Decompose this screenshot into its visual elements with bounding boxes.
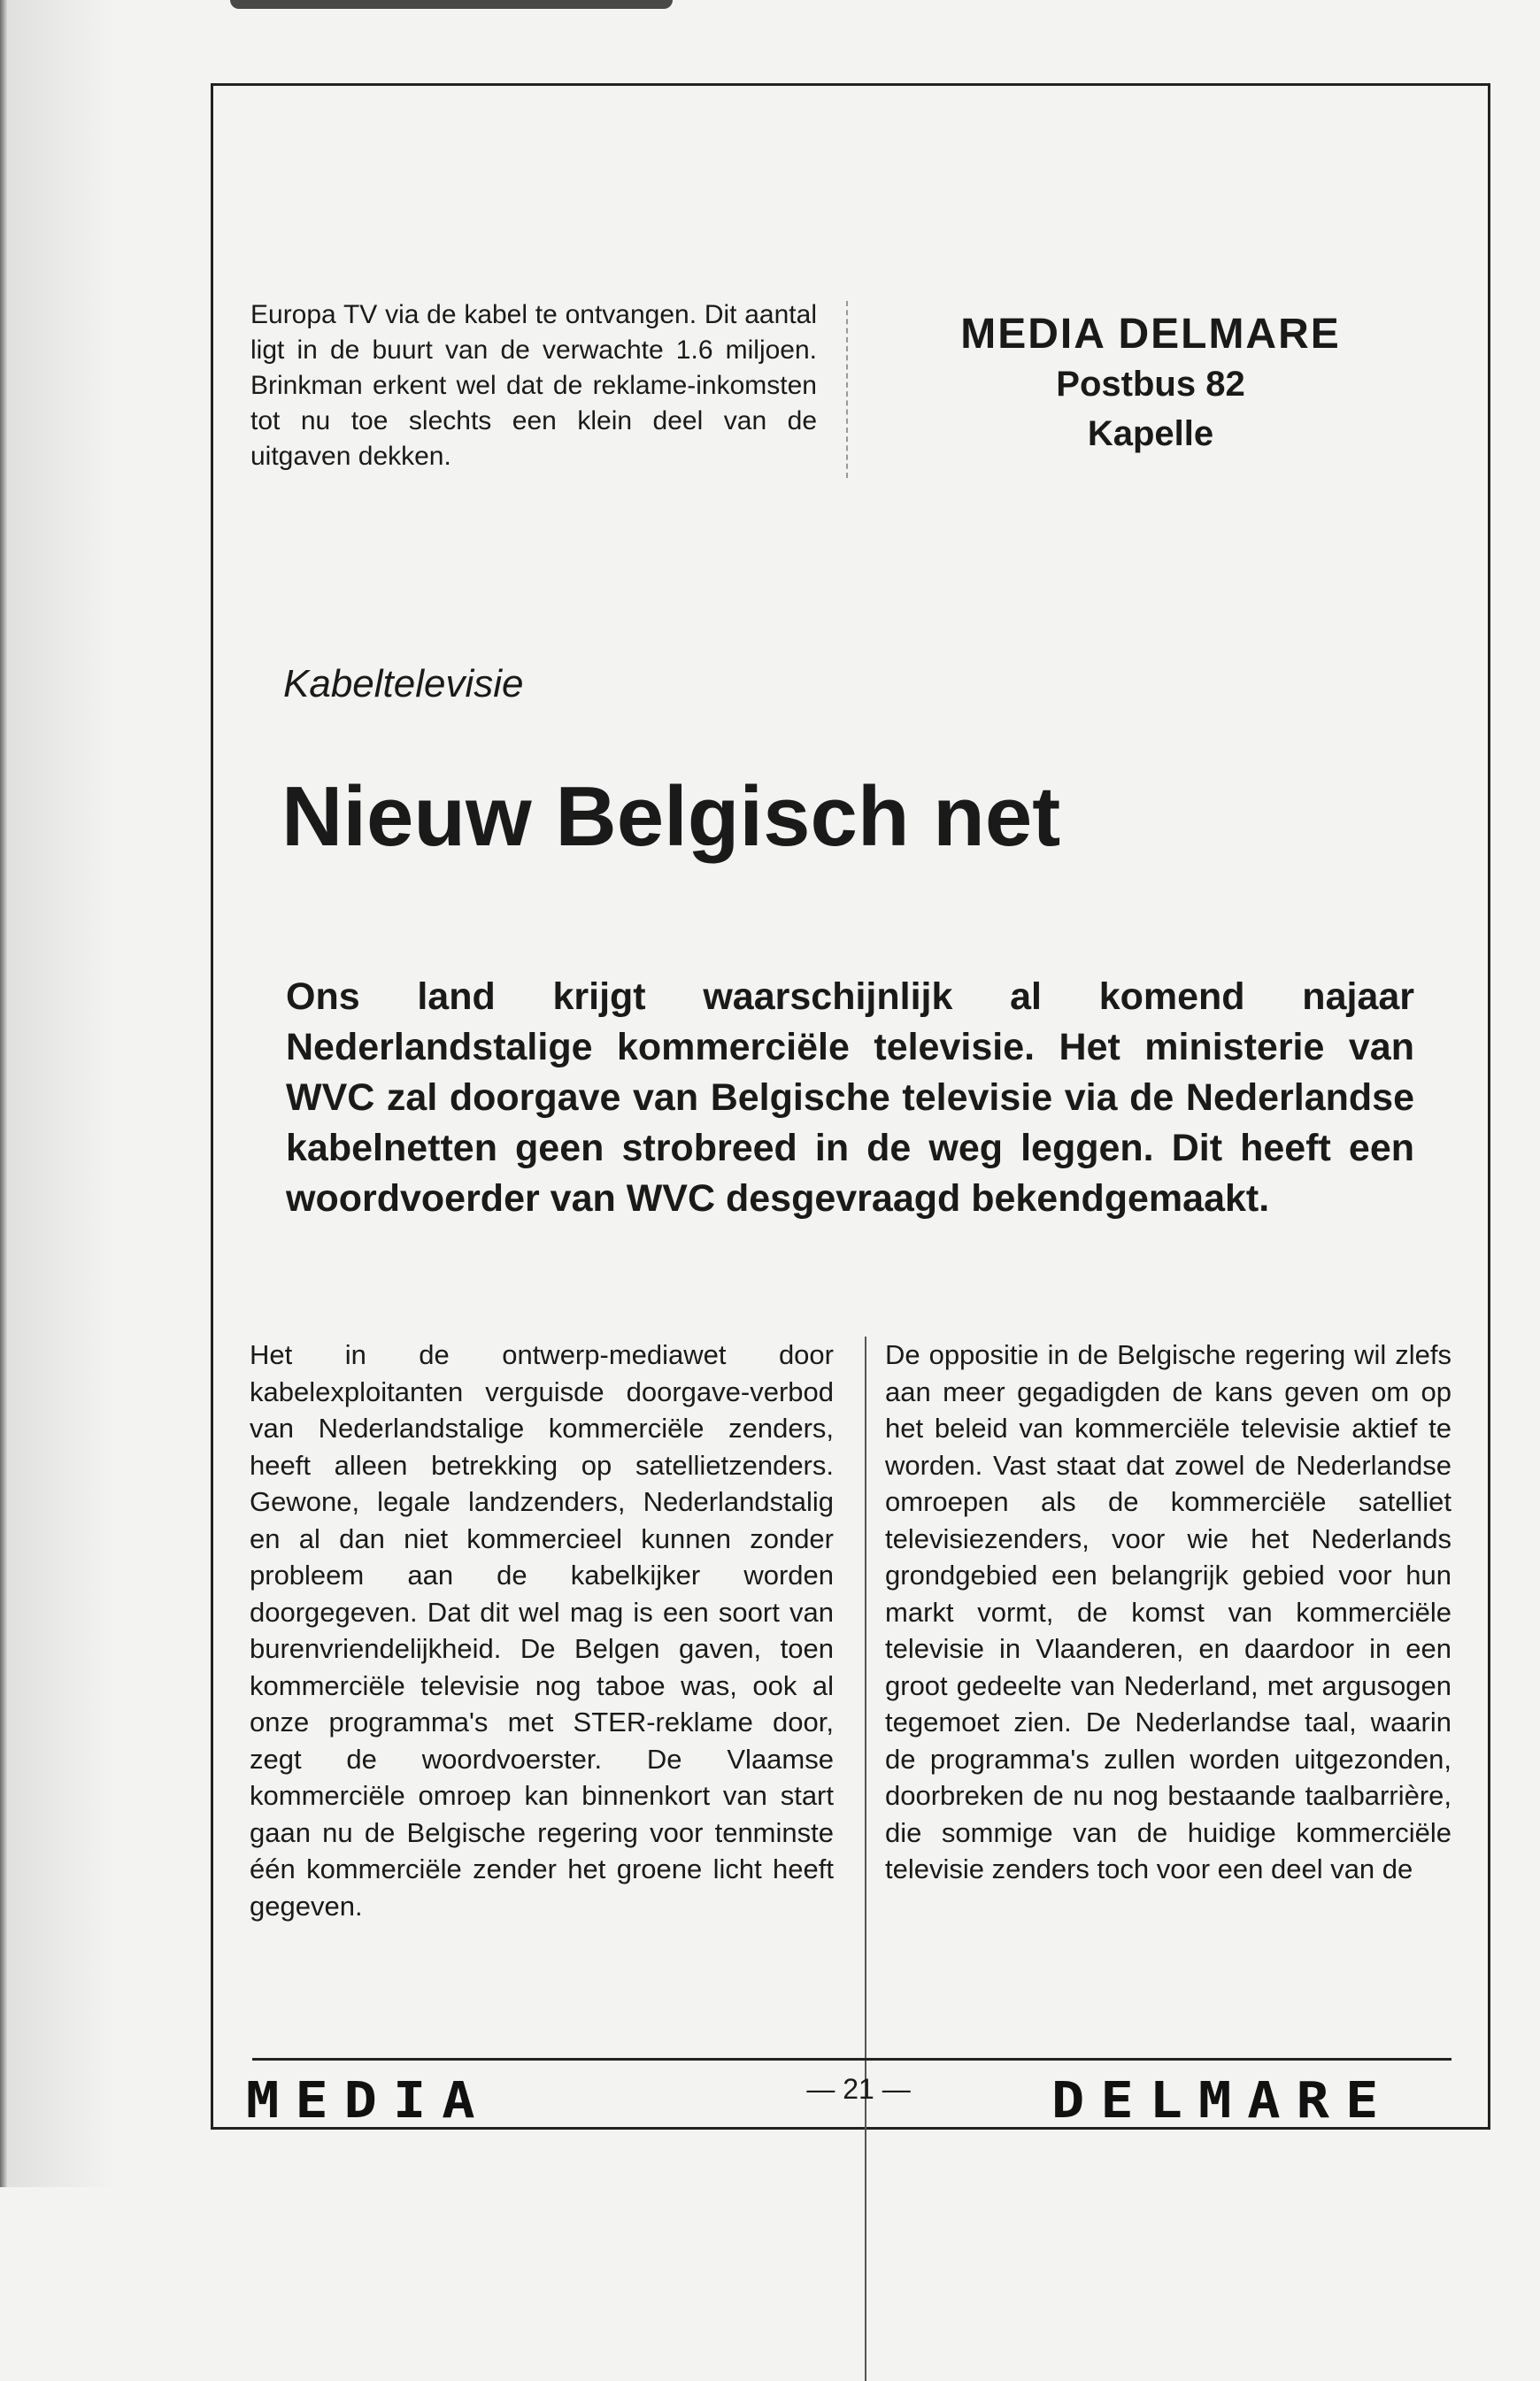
page-number: — 21 — (806, 2073, 911, 2105)
column-rule (865, 1337, 866, 2381)
footer-logo-right: DELMARE (1051, 2070, 1395, 2130)
publisher-address-line2: Kapelle (1087, 414, 1214, 453)
footer-logo-left: MEDIA (246, 2070, 491, 2130)
publisher-masthead (885, 310, 1416, 458)
article-lead: Ons land krijgt waarschijnlijk al komend najaar Nederlandstalige kommerciële televisie. Het ministerie van WVC zal doorgave van Belgische televisie via de Nederlandse kabelnetten geen strobreed in de weg leggen. Dit heeft een woordvoerder van WVC desgevraagd bekendgemaakt. (286, 975, 1414, 1220)
publisher-name: MEDIA DELMARE (960, 311, 1341, 358)
publisher-address-line1: Postbus 82 (1056, 365, 1245, 404)
article-kicker: Kabeltelevisie (283, 662, 524, 705)
article-body-left: Het in de ontwerp-mediawet door kabelexploitanten verguisde doorgave-verbod van Nederlandstalige kommerciële zenders, heeft alleen betrekking op satellietzenders. Gewone, legale landzenders, Nederlandstalig en al dan niet kommercieel kunnen zonder probleem aan de kabelkijker worden doorgegeven. Dat dit wel mag is een soort van burenvriendelijkheid. De Belgen gaven, toen kommerciële televisie nog taboe was, ook al onze programma's met STER-reklame door, zegt de woordvoerster. De Vlaamse kommerciële omroep kan binnenkort van start gaan nu de Belgische regering voor tenminste één kommerciële zender het groene licht heeft gegeven. (250, 1339, 834, 1922)
article-headline: Nieuw Belgisch net (281, 769, 1061, 864)
page-curve-shadow (7, 0, 113, 2187)
article-body-right: De oppositie in de Belgische regering wil zlefs aan meer gegadigden de kans geven om op het beleid van kommerciële televisie aktief te worden. Vast staat dat zowel de Nederlandse omroepen als de kommerciële satelliet televisiezenders, voor wie het Nederlands grondgebied een belangrijk gebied voor hun markt vormt, de komst van kommerciële televisie in Vlaanderen, en daardoor in een groot gedeelte van Nederland, met argusogen tegemoet zien. De Nederlandse taal, waarin de programma's zullen worden uitgezonden, doorbreken de nu nog bestaande taalbarrière, die sommige van de huidige kommerciële televisie zenders toch voor een deel van de (885, 1339, 1451, 1884)
scan-smudge (230, 0, 673, 9)
column-divider (846, 301, 848, 478)
footer-rule (252, 2058, 1451, 2061)
binding-spine (0, 0, 7, 2187)
continued-text: Europa TV via de kabel te ontvangen. Dit aantal ligt in de buurt van de verwachte 1.6 miljoen. Brinkman erkent wel dat de reklame-inkomsten tot nu toe slechts een klein deel van de uitgaven dekken. (250, 300, 817, 471)
